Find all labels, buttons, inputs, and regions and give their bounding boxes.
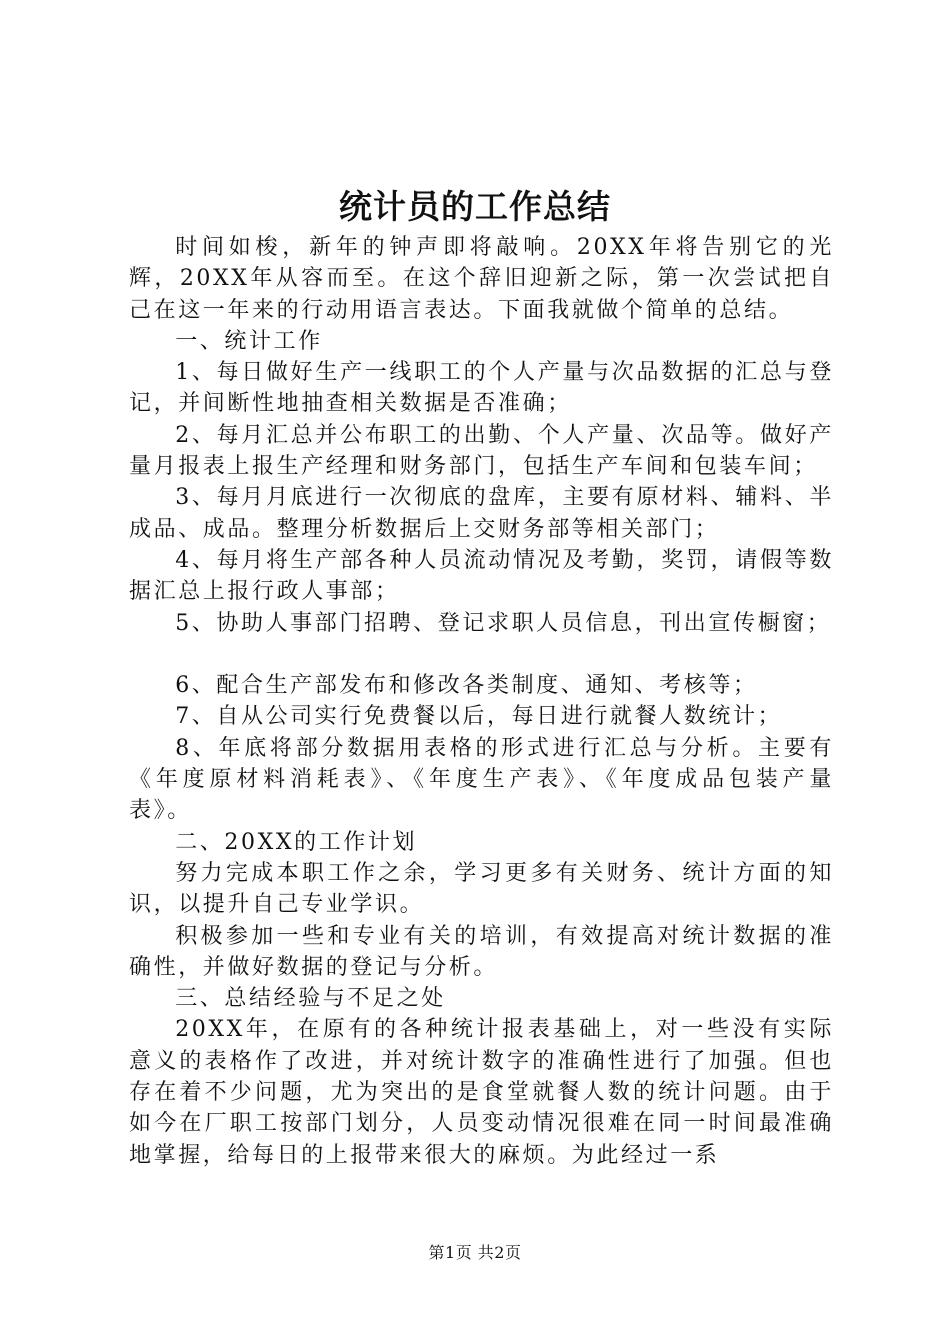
section-heading-work-plan: 二、20XX的工作计划 bbox=[175, 829, 418, 855]
blank-line bbox=[129, 639, 834, 670]
document-body bbox=[129, 232, 834, 1171]
list-item-4: 4、每月将生产部各种人员流动情况及考勤，奖罚，请假等数据汇总上报行政人事部； bbox=[129, 547, 834, 605]
summary-paragraph: 20XX年，在原有的各种统计报表基础上，对一些没有实际意义的表格作了改进，并对统计数字的准确性进行了加强。但也存在着不少问题，尤为突出的是食堂就餐人数的统计问题。由于如今在厂职工按部门划分，人员变动情况很难在同一时间最准确地掌握，给每日的上报带来很大的麻烦。为此经过一系 bbox=[129, 1017, 834, 1168]
section-heading-statistics-work: 一、统计工作 bbox=[175, 328, 323, 354]
document-title: 统计员的工作总结 bbox=[339, 187, 611, 226]
list-item-7: 7、自从公司实行免费餐以后，每日进行就餐人数统计； bbox=[175, 704, 783, 730]
paragraph-intro: 时间如梭，新年的钟声即将敲响。20XX年将告别它的光辉，20XX年从容而至。在这个辞旧迎新之际，第一次尝试把自己在这一年来的行动用语言表达。下面我就做个简单的总结。 bbox=[129, 235, 834, 323]
section-heading-summary: 三、总结经验与不足之处 bbox=[175, 986, 446, 1012]
list-item-5: 5、协助人事部门招聘、登记求职人员信息，刊出宣传橱窗； bbox=[175, 610, 832, 636]
list-item-6: 6、配合生产部发布和修改各类制度、通知、考核等； bbox=[175, 673, 758, 699]
list-item-8: 8、年底将部分数据用表格的形式进行汇总与分析。主要有《年度原材料消耗表》、《年度生产表》、《年度成品包装产量表》。 bbox=[129, 735, 834, 824]
plan-paragraph-1: 努力完成本职工作之余，学习更多有关财务、统计方面的知识，以提升自己专业学识。 bbox=[129, 860, 834, 918]
plan-paragraph-2: 积极参加一些和专业有关的培训，有效提高对统计数据的准确性，并做好数据的登记与分析。 bbox=[129, 923, 834, 980]
list-item-2: 2、每月汇总并公布职工的出勤、个人产量、次品等。做好产量月报表上报生产经理和财务部门，包括生产车间和包装车间； bbox=[129, 422, 834, 480]
list-item-1: 1、每日做好生产一线职工的个人产量与次品数据的汇总与登记，并间断性地抽查相关数据是否准确； bbox=[129, 360, 834, 417]
page-footer: 第1页 共2页 bbox=[428, 1243, 522, 1262]
list-item-3: 3、每月月底进行一次彻底的盘库，主要有原材料、辅料、半成品、成品。整理分析数据后上交财务部等相关部门； bbox=[129, 485, 834, 542]
